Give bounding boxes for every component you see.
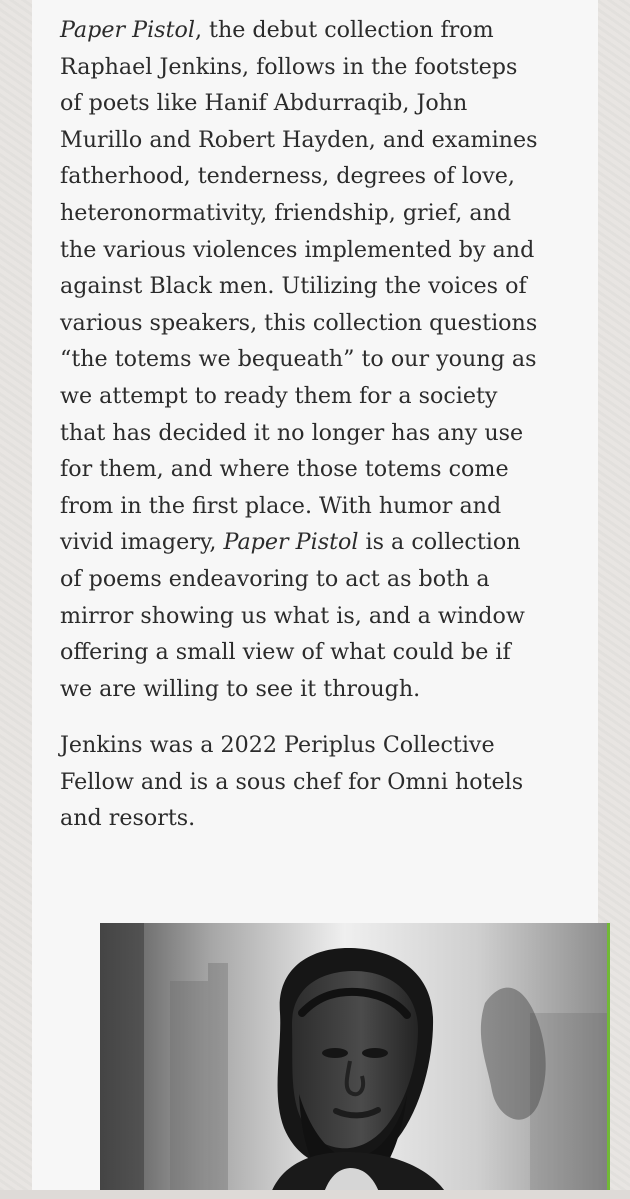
text-line: of poets like Hanif Abdurraqib, John xyxy=(60,90,468,117)
text-line: Jenkins was a 2022 Periplus Collective xyxy=(60,732,495,759)
text-line: fatherhood, tenderness, degrees of love, xyxy=(60,163,515,190)
text-line: and resorts. xyxy=(60,805,196,832)
text-fragment: is a collection xyxy=(358,529,521,556)
page-bottom-strip xyxy=(0,1190,630,1199)
book-title-italic: Paper Pistol xyxy=(60,17,195,43)
text-line: offering a small view of what could be if xyxy=(60,639,511,666)
photo-border-accent xyxy=(607,923,610,1199)
bio-paragraph xyxy=(60,727,580,837)
text-line: Fellow and is a sous chef for Omni hotels xyxy=(60,768,524,795)
book-title-italic: Paper Pistol xyxy=(223,529,359,556)
text-fragment: , the debut collection from xyxy=(194,17,494,43)
text-line: Murillo and Robert Hayden, and examines xyxy=(60,126,538,153)
text-fragment: vivid imagery, xyxy=(60,529,224,556)
text-line xyxy=(60,12,580,49)
text-line: for them, and where those totems come xyxy=(60,456,509,483)
text-line: various speakers, this collection questions xyxy=(60,309,538,336)
text-line: from in the first place. With humor and xyxy=(60,492,502,519)
text-line xyxy=(60,524,580,561)
text-line: “the totems we bequeath” to our young as xyxy=(60,346,537,373)
description-paragraph xyxy=(60,12,580,707)
text-line: we attempt to ready them for a society xyxy=(60,382,498,409)
text-line: that has decided it no longer has any use xyxy=(60,419,524,446)
text-line: Raphael Jenkins, follows in the footsteps xyxy=(60,53,518,80)
author-portrait-illustration xyxy=(100,923,610,1199)
author-photo xyxy=(100,923,610,1199)
left-background-texture xyxy=(0,0,32,1199)
text-line: heteronormativity, friendship, grief, and xyxy=(60,199,512,226)
book-description xyxy=(60,12,580,837)
text-line: against Black men. Utilizing the voices of xyxy=(60,273,527,300)
article-content xyxy=(32,0,598,1199)
text-line: we are willing to see it through. xyxy=(60,675,421,702)
text-line: the various violences implemented by and xyxy=(60,236,535,263)
text-line: mirror showing us what is, and a window xyxy=(60,602,525,629)
text-line: of poems endeavoring to act as both a xyxy=(60,565,490,592)
